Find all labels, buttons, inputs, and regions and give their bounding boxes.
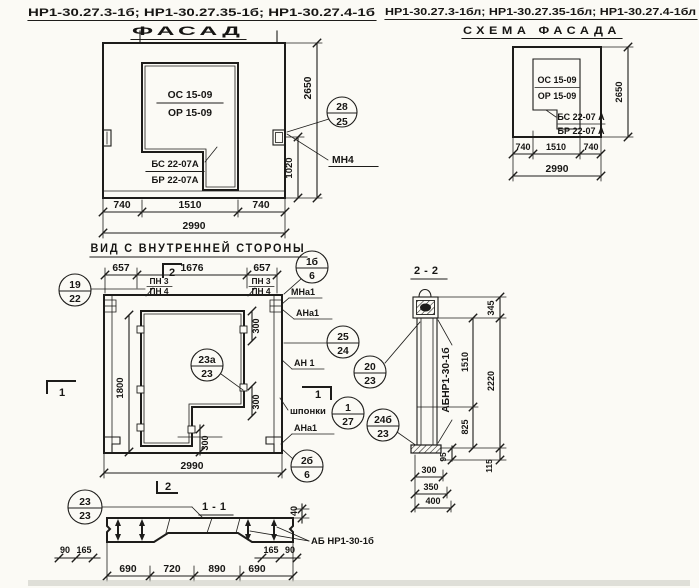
svg-text:690: 690: [248, 564, 266, 575]
svg-text:25: 25: [336, 117, 348, 128]
svg-text:ПН 3: ПН 3: [251, 276, 271, 286]
svg-text:1510: 1510: [545, 142, 567, 152]
svg-text:28: 28: [336, 102, 348, 113]
window-mark: ОС 15-09: [167, 90, 213, 101]
leader-line: [205, 147, 217, 162]
position-marker-24b-23: [367, 409, 399, 441]
bar-label: АБНР1-30-1б: [441, 347, 452, 413]
svg-text:1800: 1800: [115, 377, 126, 399]
pn-label-left: [146, 276, 172, 296]
dim-key-offsets: [178, 307, 261, 456]
window-mark: ОС 15-09: [537, 75, 577, 85]
shponki-label: шпонки: [290, 406, 326, 417]
lifting-loop: [419, 290, 431, 298]
position-marker-2b-6: [291, 450, 323, 482]
dim-inner-total: [100, 453, 286, 478]
mna1-label: МНа1: [291, 287, 316, 297]
embed-plate-right: [273, 130, 285, 145]
svg-text:740: 740: [583, 142, 599, 152]
leader-line: [250, 531, 309, 541]
dim-opening-height: [115, 311, 133, 456]
section-mark-1-right: [303, 387, 331, 401]
svg-text:2: 2: [164, 481, 172, 493]
position-marker-20-23: [354, 356, 386, 388]
position-marker-23-23: [68, 490, 102, 524]
svg-text:1: 1: [345, 403, 351, 414]
svg-text:23: 23: [79, 511, 91, 522]
svg-text:1510: 1510: [460, 351, 470, 373]
svg-text:2б: 2б: [300, 456, 314, 467]
an1-label: АН 1: [294, 358, 315, 368]
svg-text:2: 2: [168, 267, 176, 279]
svg-text:2990: 2990: [545, 164, 569, 175]
leader-line: [282, 298, 289, 304]
svg-text:27: 27: [342, 417, 354, 428]
svg-text:90: 90: [59, 545, 71, 555]
svg-text:400: 400: [425, 496, 441, 506]
section-profile: [107, 518, 293, 542]
scan-artifact-bar: [28, 580, 690, 586]
svg-text:25: 25: [337, 332, 349, 343]
section-1-1-title: 1-1: [202, 501, 230, 513]
inner-view-title: ВИД С ВНУТРЕННЕЙ СТОРОНЫ: [90, 241, 328, 255]
leader-line: [287, 119, 329, 132]
panel-base: [411, 445, 441, 453]
dim-anchor-right: [255, 545, 301, 562]
anchor-bars: [115, 519, 277, 541]
dim-schema-bottom: [509, 131, 605, 181]
schema-subtitle: СХЕМА ФАСАДА: [463, 25, 621, 37]
svg-text:657: 657: [112, 263, 130, 274]
facade-schema-view: [385, 6, 697, 181]
panel-bar-section: [417, 318, 437, 452]
svg-text:890: 890: [208, 564, 226, 575]
leader-line: [283, 450, 293, 459]
position-marker-23a-23: [191, 349, 223, 381]
svg-text:300: 300: [251, 394, 261, 410]
svg-text:825: 825: [460, 419, 470, 435]
svg-text:350: 350: [423, 482, 439, 492]
svg-text:ПН 4: ПН 4: [149, 286, 169, 296]
svg-text:115: 115: [484, 459, 494, 473]
section-mark-1-left: [47, 381, 75, 399]
position-marker-1b-6: [296, 251, 328, 283]
svg-text:1510: 1510: [178, 200, 202, 211]
section-1-1: [55, 490, 374, 581]
position-marker-1-27: [332, 397, 364, 429]
leader-line: [282, 360, 292, 369]
leader-line: [385, 322, 420, 363]
leader-line: [546, 110, 556, 117]
embed-plate-left: [103, 130, 111, 146]
svg-text:22: 22: [69, 294, 81, 305]
svg-text:2990: 2990: [180, 461, 204, 472]
dim-facade-bottom: [99, 198, 289, 238]
facade-title: НР1-30.27.3-1б; НР1-30.27.35-1б; НР1-30.27.4-1б: [28, 7, 376, 19]
svg-text:690: 690: [119, 564, 137, 575]
dim-anchor-left: [55, 545, 100, 562]
svg-text:40: 40: [289, 505, 299, 517]
svg-text:1б: 1б: [305, 257, 319, 268]
leader-line: [287, 134, 328, 160]
svg-text:23а: 23а: [198, 355, 216, 366]
inner-side-view: [47, 240, 424, 493]
svg-text:23: 23: [201, 369, 213, 380]
svg-text:657: 657: [253, 263, 271, 274]
leader-line: [438, 320, 452, 345]
door-mark: БС 22-07 А: [557, 112, 605, 122]
svg-text:2650: 2650: [614, 81, 625, 103]
svg-text:2220: 2220: [486, 370, 496, 392]
pn-label-right: [248, 276, 274, 296]
svg-text:6: 6: [309, 271, 315, 282]
section-mark-2-bottom: [157, 481, 177, 493]
svg-text:300: 300: [200, 435, 210, 451]
window-mark-alt: ОР 15-09: [537, 91, 577, 101]
svg-text:1020: 1020: [284, 157, 295, 179]
leader-line: [221, 374, 243, 390]
anchor-label: АБ НР1-30-1б: [311, 536, 374, 547]
svg-text:23: 23: [364, 376, 376, 387]
svg-text:720: 720: [163, 564, 181, 575]
position-marker-28-25: [327, 97, 357, 128]
svg-text:23: 23: [79, 497, 91, 508]
leader-line: [438, 420, 452, 443]
section-2-2: [411, 265, 506, 512]
svg-text:ПН 4: ПН 4: [251, 286, 271, 296]
svg-text:95: 95: [438, 452, 448, 462]
svg-text:165: 165: [263, 545, 279, 555]
ana1-label-bottom: АНа1: [294, 423, 318, 433]
svg-text:90: 90: [284, 545, 296, 555]
facade-subtitle: ФАСАД: [132, 24, 244, 38]
schema-title: НР1-30.27.3-1бл; НР1-30.27.35-1бл; НР1-30.27.4-1бл: [385, 7, 643, 18]
svg-text:300: 300: [421, 465, 437, 475]
ana1-label-top: АНа1: [296, 308, 320, 318]
svg-text:165: 165: [76, 545, 92, 555]
section-2-2-title: 2-2: [414, 265, 442, 277]
window-mark-alt: ОР 15-09: [167, 108, 213, 119]
svg-text:1676: 1676: [180, 263, 204, 274]
door-mark: БС 22-07А: [151, 159, 199, 170]
position-marker-25-24: [327, 326, 359, 358]
position-marker-19-22: [59, 274, 91, 306]
svg-text:1: 1: [58, 387, 66, 399]
loop-anchor-section: [420, 304, 431, 312]
door-mark-alt: БР 22-07А: [151, 175, 199, 186]
leader-line: [283, 310, 294, 319]
svg-text:20: 20: [364, 362, 376, 373]
svg-text:345: 345: [486, 300, 496, 316]
svg-text:740: 740: [252, 200, 270, 211]
svg-text:300: 300: [251, 318, 261, 334]
embed-label: МН4: [332, 155, 354, 166]
svg-text:6: 6: [304, 470, 310, 481]
svg-text:740: 740: [113, 200, 131, 211]
svg-text:24б: 24б: [374, 415, 392, 426]
svg-text:19: 19: [69, 280, 81, 291]
door-mark-alt: БР 22-07 А: [557, 126, 605, 136]
svg-text:1: 1: [314, 389, 322, 401]
svg-text:740: 740: [515, 142, 531, 152]
facade-view: [28, 7, 378, 238]
dim-schema-height: [601, 43, 633, 141]
svg-text:ПН 3: ПН 3: [149, 276, 169, 286]
svg-text:24: 24: [337, 346, 349, 357]
svg-text:2650: 2650: [303, 76, 314, 100]
svg-text:23: 23: [377, 429, 389, 440]
svg-text:2990: 2990: [182, 221, 206, 232]
